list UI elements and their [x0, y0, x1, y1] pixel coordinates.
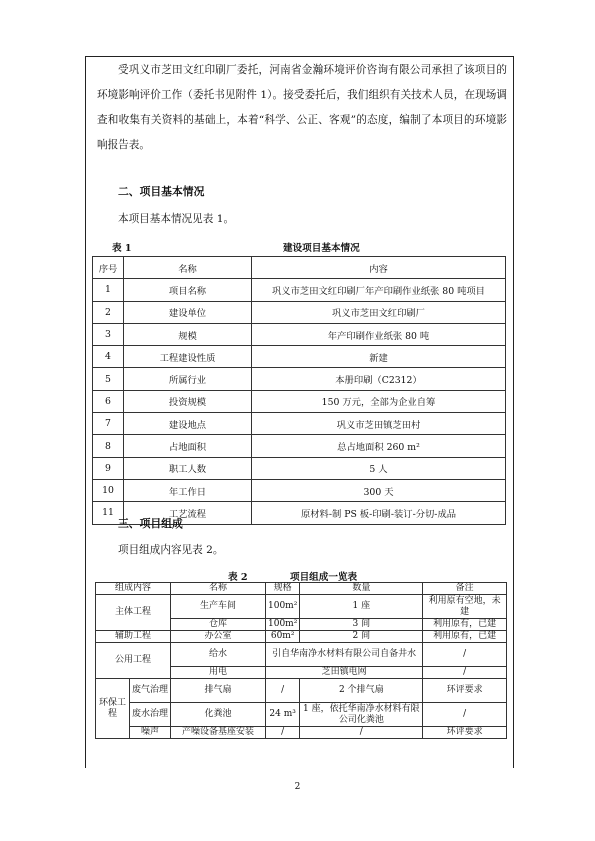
- table-cell: 生产车间: [171, 595, 266, 619]
- table-cell: 9: [93, 457, 124, 479]
- table-cell: 100m²: [266, 595, 300, 619]
- column-header: 名称: [171, 583, 266, 595]
- table-cell: 职工人数: [124, 457, 252, 479]
- table-cell: /: [266, 679, 300, 703]
- table-cell: 化粪池: [171, 703, 266, 727]
- table-row: [93, 435, 506, 457]
- table-row: [96, 727, 507, 739]
- table-cell: 原材料-制 PS 板-印刷-装订-分切-成品: [252, 502, 506, 524]
- table-row: [93, 390, 506, 412]
- table-row: [96, 595, 507, 619]
- table2-label: 表 2: [228, 572, 248, 583]
- sub-group-cell: 噪声: [130, 727, 171, 739]
- table1-label: 表 1: [112, 243, 132, 254]
- table-row: [93, 301, 506, 323]
- section-heading-composition: 三、项目组成: [118, 517, 183, 530]
- table-cell: 11: [93, 502, 124, 524]
- table-cell: 年工作日: [124, 479, 252, 501]
- table-cell: 建设单位: [124, 301, 252, 323]
- table-cell: 利用原有空地，未建: [423, 595, 507, 619]
- table-row: [96, 703, 507, 727]
- table-header-row: [93, 257, 506, 279]
- table-cell: /: [300, 727, 423, 739]
- table-cell: 用电: [171, 667, 266, 679]
- intro-paragraph: 受巩义市芝田文红印刷厂委托，河南省金瀚环境评价咨询有限公司承担了该项目的环境影响评价工作（委托书见附件 1）。接受委托后，我们组织有关技术人员，在现场调查和收集有关资料的基础上，本着“科学、公正、客观”的态度，编制了本项目的环境影响报告表。: [97, 64, 507, 151]
- table-cell: /: [423, 643, 507, 667]
- table-cell: 新建: [252, 346, 506, 368]
- table-cell: 芝田镇电网: [266, 667, 423, 679]
- table-cell: 2: [93, 301, 124, 323]
- column-header: 备注: [423, 583, 507, 595]
- section-heading-basic-info: 二、项目基本情况: [118, 185, 205, 198]
- table-row: [93, 346, 506, 368]
- table-cell: 工程建设性质: [124, 346, 252, 368]
- table2-title: 项目组成一览表: [290, 572, 358, 583]
- table-cell: 4: [93, 346, 124, 368]
- table-cell: 环评要求: [423, 679, 507, 703]
- page-number: 2: [294, 782, 301, 792]
- table-cell: 所属行业: [124, 368, 252, 390]
- table-header-row: [96, 583, 507, 595]
- group-cell: 辅助工程: [96, 631, 171, 643]
- column-header: 名称: [124, 257, 252, 279]
- table-cell: 24 m³: [266, 703, 300, 727]
- table-cell: 仓库: [171, 619, 266, 631]
- table-cell: 150 万元，全部为企业自筹: [252, 390, 506, 412]
- table-row: [96, 643, 507, 667]
- table-cell: 利用原有，已建: [423, 631, 507, 643]
- table-cell: /: [423, 667, 507, 679]
- table-cell: 5 人: [252, 457, 506, 479]
- table-cell: 300 天: [252, 479, 506, 501]
- table-row: [93, 368, 506, 390]
- table-cell: 工艺流程: [124, 502, 252, 524]
- table-cell: 年产印刷作业纸张 80 吨: [252, 323, 506, 345]
- table-cell: 2 间: [300, 631, 423, 643]
- section-intro-basic-info: 本项目基本情况见表 1。: [118, 213, 235, 225]
- composition-table: [95, 582, 507, 739]
- group-cell: 环保工程: [96, 679, 130, 739]
- table-cell: 排气扇: [171, 679, 266, 703]
- table-cell: 1: [93, 279, 124, 301]
- group-cell: 主体工程: [96, 595, 171, 631]
- column-header: 组成内容: [96, 583, 171, 595]
- table-cell: 规模: [124, 323, 252, 345]
- table-row: [96, 679, 507, 703]
- table-row: [93, 413, 506, 435]
- column-header: 规格: [266, 583, 300, 595]
- table-row: [93, 479, 506, 501]
- table-cell: 给水: [171, 643, 266, 667]
- group-cell: 公用工程: [96, 643, 171, 679]
- table-row: [93, 323, 506, 345]
- table-cell: 占地面积: [124, 435, 252, 457]
- table-cell: 10: [93, 479, 124, 501]
- table-cell: 1 座，依托华南净水材料有限公司化粪池: [300, 703, 423, 727]
- table-cell: 产噪设备基座安装: [171, 727, 266, 739]
- table-cell: 建设地点: [124, 413, 252, 435]
- column-header: 序号: [93, 257, 124, 279]
- table-cell: /: [423, 703, 507, 727]
- column-header: 内容: [252, 257, 506, 279]
- table-cell: 60m²: [266, 631, 300, 643]
- table-cell: 6: [93, 390, 124, 412]
- table-cell: 100m²: [266, 619, 300, 631]
- table-cell: 办公室: [171, 631, 266, 643]
- table-cell: 巩义市芝田文红印刷厂年产印刷作业纸张 80 吨项目: [252, 279, 506, 301]
- table-cell: 投资规模: [124, 390, 252, 412]
- table-cell: 利用原有，已建: [423, 619, 507, 631]
- table-row: [93, 457, 506, 479]
- sub-group-cell: 废水治理: [130, 703, 171, 727]
- table-cell: 8: [93, 435, 124, 457]
- basic-info-table: [92, 256, 506, 525]
- table-cell: 5: [93, 368, 124, 390]
- section-intro-composition: 项目组成内容见表 2。: [118, 544, 224, 556]
- table-cell: 7: [93, 413, 124, 435]
- sub-group-cell: 废气治理: [130, 679, 171, 703]
- table1-title: 建设项目基本情况: [283, 243, 360, 254]
- table-cell: 项目名称: [124, 279, 252, 301]
- table-cell: /: [266, 727, 300, 739]
- table-cell: 引自华南净水材料有限公司自备井水: [266, 643, 423, 667]
- table-row: [93, 279, 506, 301]
- table-cell: 2 个排气扇: [300, 679, 423, 703]
- table-cell: 1 座: [300, 595, 423, 619]
- table-cell: 3 间: [300, 619, 423, 631]
- table-cell: 巩义市芝田镇芝田村: [252, 413, 506, 435]
- table-cell: 总占地面积 260 m²: [252, 435, 506, 457]
- column-header: 数量: [300, 583, 423, 595]
- table-cell: 本册印刷（C2312）: [252, 368, 506, 390]
- table-cell: 巩义市芝田文红印刷厂: [252, 301, 506, 323]
- table-cell: 环评要求: [423, 727, 507, 739]
- table-row: [96, 631, 507, 643]
- table-cell: 3: [93, 323, 124, 345]
